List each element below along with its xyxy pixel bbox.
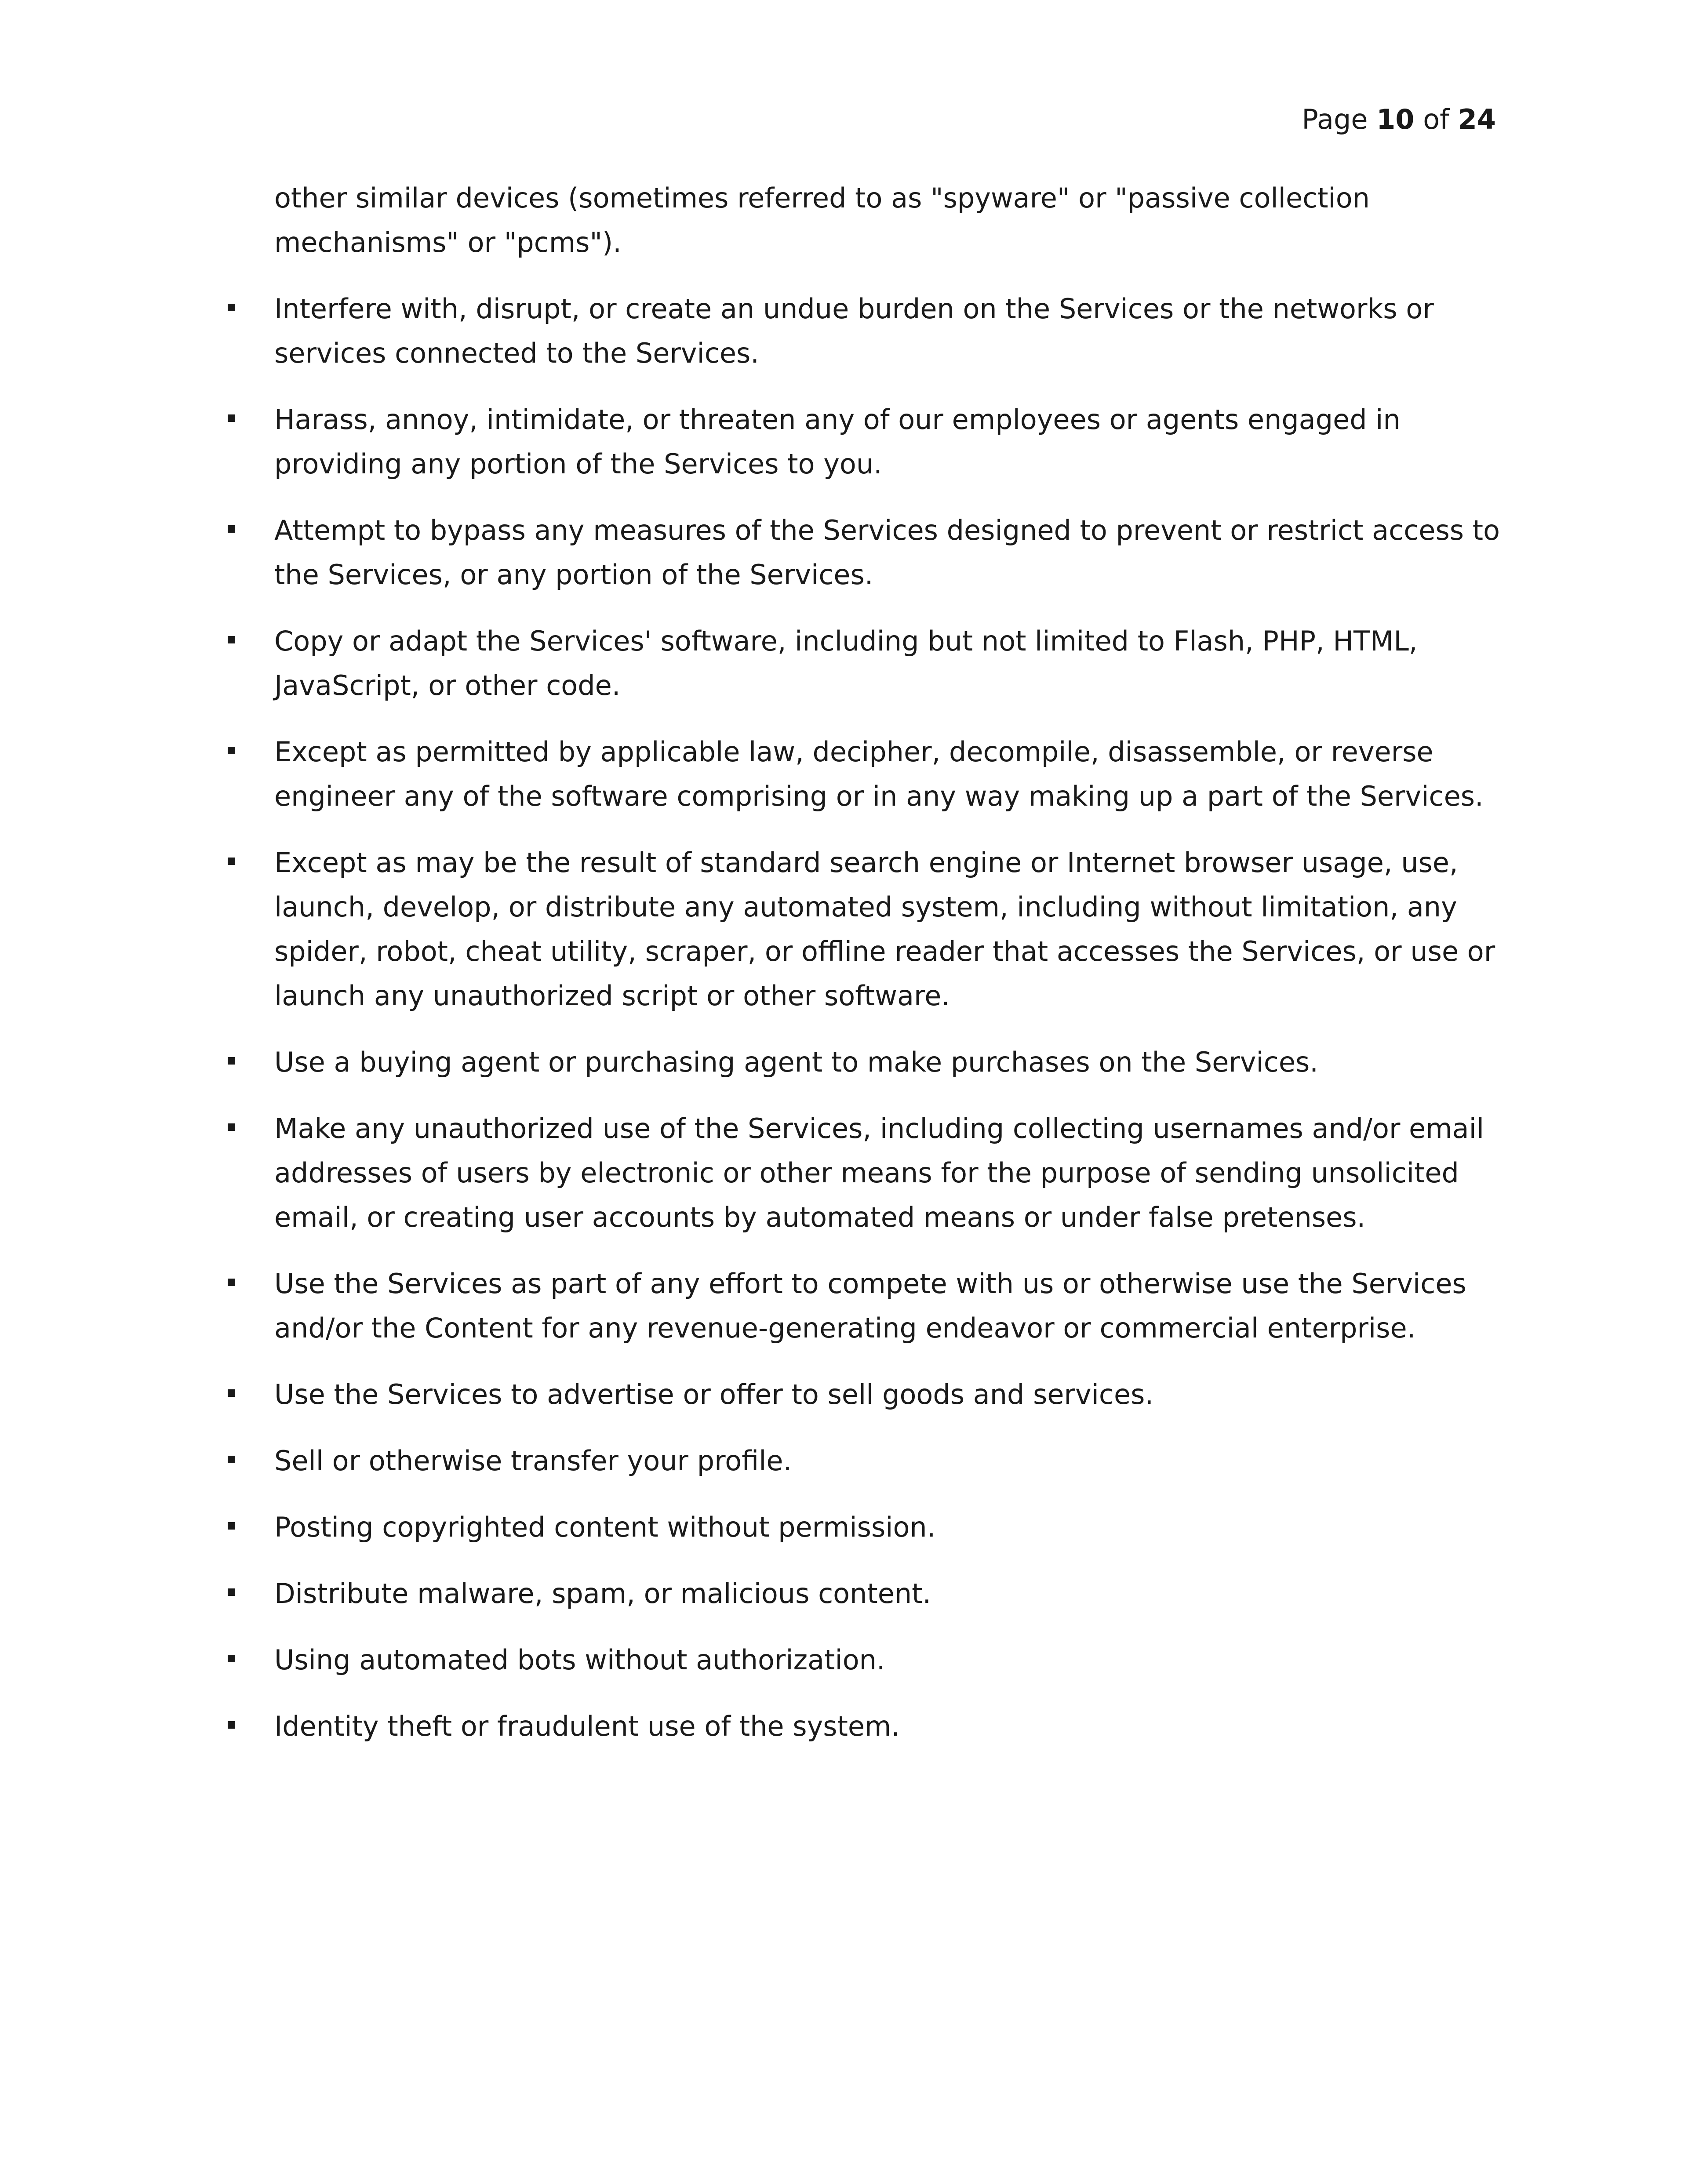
page-number: [1302, 100, 1496, 139]
list-item-text: Distribute malware, spam, or malicious content.: [274, 1577, 931, 1610]
list-item-text: Attempt to bypass any measures of the Services designed to prevent or restrict access to the Services, or any portion of the Services.: [274, 514, 1500, 591]
square-bullet-icon: [228, 1279, 235, 1286]
list-item: [274, 619, 1505, 708]
square-bullet-icon: [228, 1588, 235, 1596]
list-item-text: Using automated bots without authorization.: [274, 1644, 885, 1676]
square-bullet-icon: [228, 1389, 235, 1397]
list-item-text: Posting copyrighted content without permission.: [274, 1511, 936, 1543]
square-bullet-icon: [228, 858, 235, 865]
list-item: [274, 287, 1505, 375]
list-item: [274, 1571, 1505, 1616]
list-item: [274, 730, 1505, 818]
list-item-text: Interfere with, disrupt, or create an undue burden on the Services or the networks or services connected to the Services.: [274, 293, 1434, 369]
list-item: [274, 1040, 1505, 1084]
list-item: [274, 508, 1505, 597]
list-item: [274, 1261, 1505, 1350]
list-item: [274, 1704, 1505, 1748]
square-bullet-icon: [228, 747, 235, 754]
continuation-paragraph: other similar devices (sometimes referred to as "spyware" or "passive collection mechanisms" or "pcms").: [274, 182, 1370, 258]
list-item-text: Identity theft or fraudulent use of the system.: [274, 1710, 900, 1742]
list-item-text: Copy or adapt the Services' software, including but not limited to Flash, PHP, HTML, JavaScript, or other code.: [274, 625, 1418, 701]
list-item-text: Except as may be the result of standard search engine or Internet browser usage, use, launch, develop, or distribute any automated system, including without limitation, any spider, robot, cheat utility, scraper, or offline reader that accesses the Services, or use or launch any unauthorized script or other software.: [274, 847, 1495, 1012]
square-bullet-icon: [228, 1057, 235, 1065]
list-item: [274, 840, 1505, 1018]
list-item-text: Except as permitted by applicable law, decipher, decompile, disassemble, or reverse engineer any of the software comprising or in any way making up a part of the Services.: [274, 736, 1484, 812]
square-bullet-icon: [228, 1522, 235, 1530]
square-bullet-icon: [228, 414, 235, 422]
list-item-text: Sell or otherwise transfer your profile.: [274, 1445, 792, 1477]
list-item: [274, 1638, 1505, 1682]
list-item: [274, 1439, 1505, 1483]
list-item-text: Use the Services to advertise or offer to sell goods and services.: [274, 1378, 1154, 1410]
document-body: [274, 176, 1505, 1770]
page-of-label: of: [1423, 103, 1449, 135]
square-bullet-icon: [228, 1721, 235, 1729]
current-page-number: 10: [1376, 103, 1415, 135]
square-bullet-icon: [228, 1456, 235, 1463]
list-item: [274, 1372, 1505, 1417]
list-item-text: Harass, annoy, intimidate, or threaten any of our employees or agents engaged in providing any portion of the Services to you.: [274, 403, 1401, 480]
page-label: Page: [1302, 103, 1368, 135]
square-bullet-icon: [228, 304, 235, 311]
prohibited-activities-list: [274, 287, 1505, 1748]
list-item-text: Use a buying agent or purchasing agent to make purchases on the Services.: [274, 1046, 1318, 1078]
list-item-text: Make any unauthorized use of the Services, including collecting usernames and/or email addresses of users by electronic or other means for the purpose of sending unsolicited email, or creating user accounts by automated means or under false pretenses.: [274, 1112, 1484, 1233]
list-item: [274, 1505, 1505, 1549]
list-item: [274, 397, 1505, 486]
square-bullet-icon: [228, 1123, 235, 1131]
square-bullet-icon: [228, 1655, 235, 1662]
square-bullet-icon: [228, 636, 235, 643]
list-item: [274, 1106, 1505, 1239]
total-pages-number: 24: [1458, 103, 1496, 135]
square-bullet-icon: [228, 525, 235, 533]
list-item-text: Use the Services as part of any effort to compete with us or otherwise use the Services and/or the Content for any revenue-generating endeavor or commercial enterprise.: [274, 1268, 1466, 1344]
